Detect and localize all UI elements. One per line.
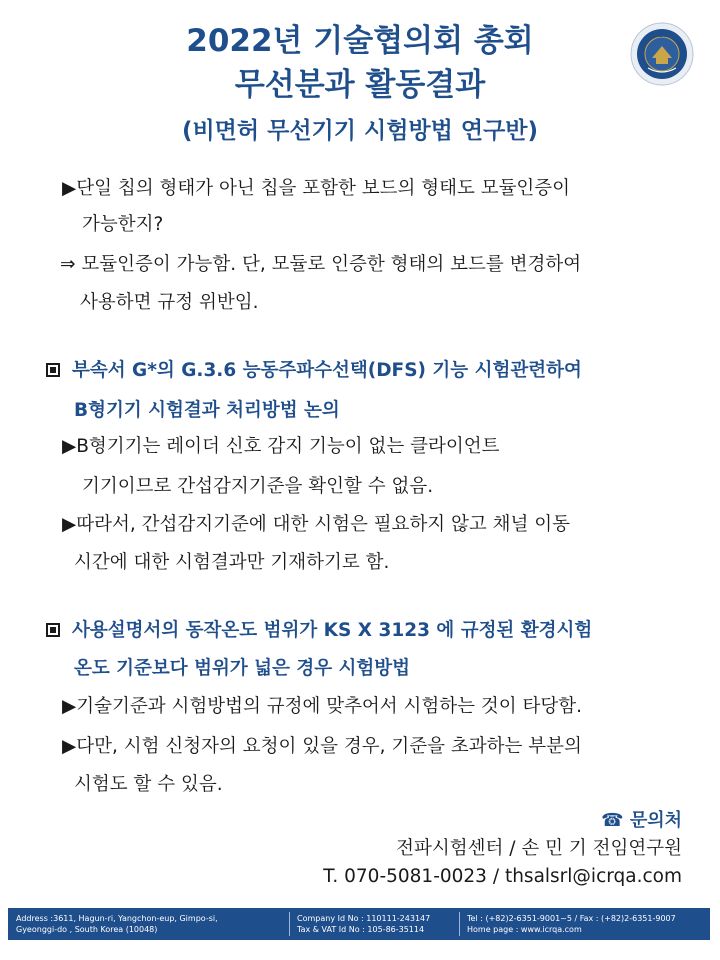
footer-contact	[467, 913, 676, 935]
section3-heading-line-1	[46, 618, 592, 644]
footer-company-line-2: Tax & VAT Id No : 105-86-35114	[297, 925, 425, 934]
section2-bullet2-line-1: ▶따라서, 간섭감지기준에 대한 시험은 필요하지 않고 채널 이동	[62, 514, 571, 535]
section3-bullet1-line-1: ▶기술기준과 시험방법의 규정에 맞추어서 시험하는 것이 타당함.	[62, 696, 583, 717]
contact-phone-email: T. 070-5081-0023 / thsalsrl@icrqa.com	[323, 866, 682, 887]
subtitle: (비면허 무선기기 시험방법 연구반)	[181, 118, 539, 144]
footer-address-line-2: Gyeonggi-do , South Korea (10048)	[16, 925, 158, 934]
question-line-1: ▶단일 칩의 형태가 아닌 칩을 포함한 보드의 형태도 모듈인증이	[62, 178, 571, 199]
section3-bullet2-line-2: 시험도 할 수 있음.	[74, 774, 223, 795]
icr-logo	[630, 22, 694, 86]
footer-divider	[459, 912, 460, 936]
footer-address	[16, 913, 218, 935]
section2-heading-line-1	[46, 358, 582, 384]
footer-address-line-1: Address :3611, Hagun-ri, Yangchon-eup, Gimpo-si,	[16, 914, 218, 923]
footer-company	[297, 913, 430, 935]
section2-bullet2-line-2: 시간에 대한 시험결과만 기재하기로 함.	[74, 552, 390, 573]
section3-heading-text: 사용설명서의 동작온도 범위가 KS X 3123 에 규정된 환경시험	[72, 620, 593, 641]
contact-label: ☎ 문의처	[601, 810, 682, 831]
contact-person: 전파시험센터 / 손 민 기 전임연구원	[396, 838, 682, 859]
section3-bullet2-line-1: ▶다만, 시험 신청자의 요청이 있을 경우, 기준을 초과하는 부분의	[62, 736, 582, 757]
title-line-1: 2022년 기술협의회 총회	[186, 23, 534, 59]
section2-heading-text: 부속서 G*의 G.3.6 능동주파수선택(DFS) 기능 시험관련하여	[72, 360, 582, 381]
footer-company-line-1: Company Id No : 110111-243147	[297, 914, 431, 923]
section2-heading-line-2: B형기기 시험결과 처리방법 논의	[74, 400, 340, 421]
answer-line-1: ⇒ 모듈인증이 가능함. 단, 모듈로 인증한 형태의 보드를 변경하여	[60, 254, 582, 275]
title-line-2: 무선분과 활동결과	[234, 67, 486, 103]
square-bullet-icon	[46, 623, 60, 637]
question-line-2: 가능한지?	[82, 214, 164, 235]
footer-divider	[289, 912, 290, 936]
footer-bar	[8, 908, 710, 940]
square-bullet-icon	[46, 363, 60, 377]
section3-heading-line-2: 온도 기준보다 범위가 넓은 경우 시험방법	[74, 658, 411, 679]
footer-homepage: Home page : www.icrqa.com	[467, 925, 582, 934]
logo-text: ICR	[653, 30, 671, 40]
answer-line-2: 사용하면 규정 위반임.	[80, 292, 259, 313]
footer-tel-fax: Tel : (+82)2-6351-9001~5 / Fax : (+82)2-6351-9007	[467, 914, 676, 923]
section2-bullet1-line-2: 기기이므로 간섭감지기준을 확인할 수 없음.	[82, 476, 434, 497]
section2-bullet1-line-1: ▶B형기기는 레이더 신호 감지 기능이 없는 클라이언트	[62, 436, 500, 457]
